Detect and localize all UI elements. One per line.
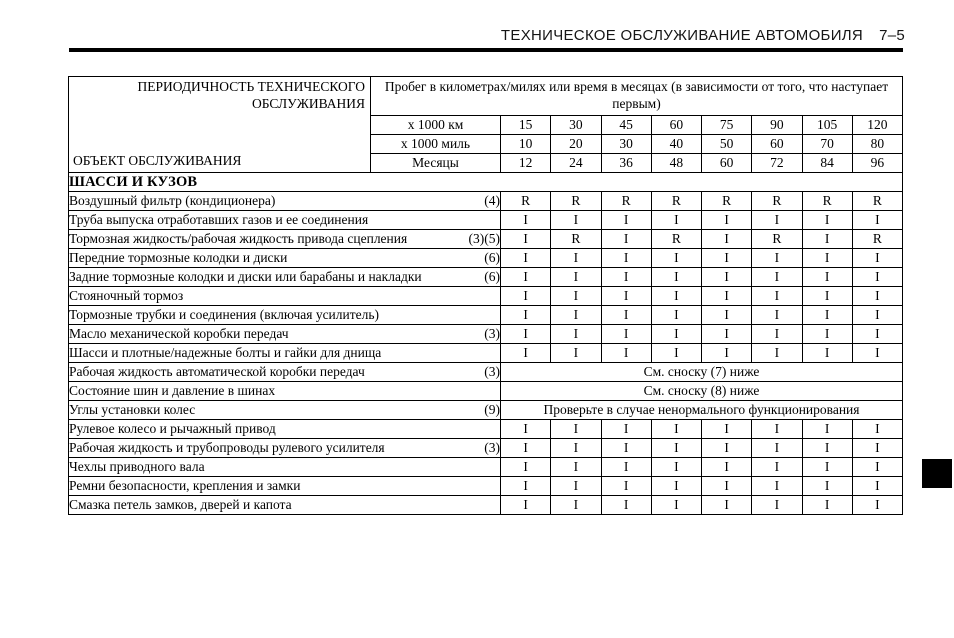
interval-value: 45 xyxy=(601,116,651,135)
service-code-cell: I xyxy=(752,268,802,287)
service-code-cell: I xyxy=(501,477,551,496)
service-code-cell: R xyxy=(601,192,651,211)
service-code-cell: I xyxy=(702,458,752,477)
service-code-cell: I xyxy=(752,344,802,363)
table-row xyxy=(69,268,903,287)
service-code-cell: R xyxy=(852,192,902,211)
item-cell xyxy=(69,192,501,211)
service-code-cell: I xyxy=(802,287,852,306)
interval-value: 30 xyxy=(551,116,601,135)
item-label: Рулевое колесо и рычажный привод xyxy=(69,420,276,436)
service-code-cell: I xyxy=(852,287,902,306)
item-cell xyxy=(69,249,501,268)
service-code-cell: I xyxy=(501,230,551,249)
service-code-cell: I xyxy=(501,344,551,363)
service-code-cell: I xyxy=(802,325,852,344)
object-label: ОБЪЕКТ ОБСЛУЖИВАНИЯ xyxy=(73,153,242,169)
service-code-cell: I xyxy=(702,325,752,344)
service-code-cell: I xyxy=(651,325,701,344)
item-label: Углы установки колес xyxy=(69,401,196,417)
item-label: Тормозные трубки и соединения (включая усилитель) xyxy=(69,306,380,322)
interval-value: 24 xyxy=(551,154,601,173)
table-row xyxy=(69,496,903,515)
table-row xyxy=(69,306,903,325)
table-row xyxy=(69,420,903,439)
periodicity-label: ПЕРИОДИЧНОСТЬ ТЕХНИЧЕСКОГО ОБСЛУЖИВАНИЯ xyxy=(137,79,365,111)
object-header-cell xyxy=(69,77,371,173)
item-label: Труба выпуска отработавших газов и ее соединения xyxy=(69,211,369,227)
service-code-cell: I xyxy=(852,496,902,515)
interval-label: х 1000 миль xyxy=(371,135,501,154)
item-label: Рабочая жидкость и трубопроводы рулевого усилителя xyxy=(69,439,385,455)
service-code-cell: I xyxy=(702,420,752,439)
service-code-cell: I xyxy=(752,249,802,268)
item-label: Смазка петель замков, дверей и капота xyxy=(69,496,292,512)
interval-value: 20 xyxy=(551,135,601,154)
service-code-cell: R xyxy=(551,230,601,249)
service-code-cell: R xyxy=(651,192,701,211)
service-code-cell: I xyxy=(601,325,651,344)
item-label: Стояночный тормоз xyxy=(69,287,184,303)
service-code-cell: R xyxy=(802,192,852,211)
table-row xyxy=(69,211,903,230)
item-cell xyxy=(69,268,501,287)
item-cell xyxy=(69,401,501,420)
service-code-cell: I xyxy=(752,211,802,230)
item-cell xyxy=(69,439,501,458)
service-code-cell: I xyxy=(702,287,752,306)
interval-value: 72 xyxy=(752,154,802,173)
item-label: Чехлы приводного вала xyxy=(69,458,205,474)
service-code-cell: I xyxy=(601,306,651,325)
table-row xyxy=(69,230,903,249)
service-code-cell: I xyxy=(702,496,752,515)
service-code-cell: I xyxy=(501,268,551,287)
service-code-cell: I xyxy=(852,306,902,325)
service-code-cell: I xyxy=(651,496,701,515)
service-code-cell: I xyxy=(802,458,852,477)
service-code-cell: I xyxy=(802,306,852,325)
service-code-cell: I xyxy=(802,420,852,439)
service-code-cell: I xyxy=(551,420,601,439)
service-code-cell: I xyxy=(551,306,601,325)
service-code-cell: I xyxy=(501,439,551,458)
service-code-cell: I xyxy=(651,477,701,496)
service-code-cell: I xyxy=(551,211,601,230)
service-code-cell: I xyxy=(501,420,551,439)
item-footnote: (3) xyxy=(484,363,500,379)
table-row xyxy=(69,382,903,401)
service-code-cell: I xyxy=(802,439,852,458)
service-code-cell: I xyxy=(551,249,601,268)
service-code-cell: I xyxy=(702,344,752,363)
service-code-cell: I xyxy=(551,287,601,306)
item-footnote: (6) xyxy=(484,249,500,265)
service-code-cell: I xyxy=(601,439,651,458)
service-code-cell: I xyxy=(601,230,651,249)
service-code-cell: I xyxy=(651,268,701,287)
service-code-cell: I xyxy=(852,211,902,230)
service-code-cell: I xyxy=(651,344,701,363)
service-code-cell: I xyxy=(702,268,752,287)
item-label: Состояние шин и давление в шинах xyxy=(69,382,276,398)
service-code-cell: I xyxy=(802,477,852,496)
service-code-cell: I xyxy=(651,420,701,439)
item-cell xyxy=(69,344,501,363)
service-code-cell: R xyxy=(752,192,802,211)
item-cell xyxy=(69,287,501,306)
interval-value: 30 xyxy=(601,135,651,154)
service-code-cell: I xyxy=(702,249,752,268)
service-code-cell: I xyxy=(752,439,802,458)
service-code-cell: I xyxy=(852,477,902,496)
interval-label: х 1000 км xyxy=(371,116,501,135)
interval-value: 75 xyxy=(702,116,752,135)
page-number: 7–5 xyxy=(879,27,905,44)
item-cell xyxy=(69,496,501,515)
item-label: Тормозная жидкость/рабочая жидкость привода сцепления xyxy=(69,230,408,246)
service-code-cell: I xyxy=(802,211,852,230)
interval-value: 120 xyxy=(852,116,902,135)
table-row xyxy=(69,287,903,306)
service-code-cell: I xyxy=(802,230,852,249)
service-code-cell: I xyxy=(651,249,701,268)
item-cell xyxy=(69,382,501,401)
item-footnote: (9) xyxy=(484,401,500,417)
table-row xyxy=(69,401,903,420)
service-code-cell: I xyxy=(852,325,902,344)
service-code-cell: I xyxy=(501,249,551,268)
service-code-cell: I xyxy=(501,496,551,515)
interval-value: 70 xyxy=(802,135,852,154)
service-code-cell: I xyxy=(702,211,752,230)
service-code-cell: I xyxy=(702,306,752,325)
service-code-cell: I xyxy=(702,477,752,496)
service-code-cell: I xyxy=(651,287,701,306)
service-code-cell: I xyxy=(601,458,651,477)
table-row xyxy=(69,249,903,268)
service-code-cell: I xyxy=(551,439,601,458)
interval-label: Месяцы xyxy=(371,154,501,173)
service-code-cell: I xyxy=(802,249,852,268)
item-cell xyxy=(69,363,501,382)
service-code-cell: I xyxy=(501,211,551,230)
interval-value: 15 xyxy=(501,116,551,135)
service-code-cell: I xyxy=(702,230,752,249)
table-row xyxy=(69,325,903,344)
service-code-cell: I xyxy=(802,496,852,515)
interval-value: 84 xyxy=(802,154,852,173)
interval-value: 90 xyxy=(752,116,802,135)
table-row xyxy=(69,477,903,496)
service-code-cell: I xyxy=(601,268,651,287)
item-cell xyxy=(69,458,501,477)
item-label: Ремни безопасности, крепления и замки xyxy=(69,477,301,493)
service-code-cell: I xyxy=(601,249,651,268)
service-code-cell: I xyxy=(601,344,651,363)
header-rule xyxy=(69,48,903,52)
item-cell xyxy=(69,306,501,325)
service-code-cell: I xyxy=(752,306,802,325)
service-code-cell: I xyxy=(601,287,651,306)
item-label: Рабочая жидкость автоматической коробки передач xyxy=(69,363,365,379)
item-footnote: (6) xyxy=(484,268,500,284)
service-code-cell: I xyxy=(852,344,902,363)
service-code-cell: I xyxy=(651,439,701,458)
table-row xyxy=(69,439,903,458)
interval-value: 80 xyxy=(852,135,902,154)
service-code-cell: I xyxy=(601,420,651,439)
service-code-cell: I xyxy=(651,458,701,477)
section-tab-marker xyxy=(922,459,952,488)
service-note-cell: См. сноску (7) ниже xyxy=(501,363,903,382)
service-code-cell: I xyxy=(752,287,802,306)
service-code-cell: I xyxy=(752,477,802,496)
item-label: Задние тормозные колодки и диски или барабаны и накладки xyxy=(69,268,422,284)
service-code-cell: R xyxy=(852,230,902,249)
interval-value: 60 xyxy=(651,116,701,135)
item-label: Шасси и плотные/надежные болты и гайки для днища xyxy=(69,344,382,360)
item-footnote: (3) xyxy=(484,325,500,341)
service-code-cell: I xyxy=(551,477,601,496)
interval-value: 60 xyxy=(702,154,752,173)
table-row xyxy=(69,192,903,211)
service-code-cell: I xyxy=(601,477,651,496)
service-code-cell: R xyxy=(651,230,701,249)
section-header: ШАССИ И КУЗОВ xyxy=(69,173,903,192)
service-code-cell: I xyxy=(601,211,651,230)
service-code-cell: I xyxy=(551,344,601,363)
interval-value: 48 xyxy=(651,154,701,173)
interval-value: 12 xyxy=(501,154,551,173)
service-code-cell: I xyxy=(551,496,601,515)
service-code-cell: I xyxy=(702,439,752,458)
page-header xyxy=(501,27,905,44)
table-row xyxy=(69,363,903,382)
interval-value: 50 xyxy=(702,135,752,154)
service-code-cell: I xyxy=(852,249,902,268)
item-footnote: (3)(5) xyxy=(468,230,500,246)
service-code-cell: I xyxy=(852,458,902,477)
service-code-cell: I xyxy=(802,344,852,363)
item-footnote: (4) xyxy=(484,192,500,208)
item-label: Передние тормозные колодки и диски xyxy=(69,249,288,265)
service-code-cell: I xyxy=(852,439,902,458)
page-title: ТЕХНИЧЕСКОЕ ОБСЛУЖИВАНИЕ АВТОМОБИЛЯ xyxy=(500,27,864,44)
item-cell xyxy=(69,230,501,249)
service-code-cell: R xyxy=(551,192,601,211)
service-code-cell: I xyxy=(501,458,551,477)
service-code-cell: I xyxy=(752,325,802,344)
service-note-cell: Проверьте в случае ненормального функционирования xyxy=(501,401,903,420)
service-code-cell: I xyxy=(752,458,802,477)
interval-value: 96 xyxy=(852,154,902,173)
service-code-cell: I xyxy=(601,496,651,515)
item-cell xyxy=(69,325,501,344)
service-code-cell: I xyxy=(501,325,551,344)
maintenance-schedule-table xyxy=(68,76,903,515)
item-cell xyxy=(69,420,501,439)
service-code-cell: R xyxy=(501,192,551,211)
service-code-cell: I xyxy=(651,306,701,325)
interval-value: 105 xyxy=(802,116,852,135)
service-code-cell: I xyxy=(852,420,902,439)
table-row xyxy=(69,458,903,477)
item-cell xyxy=(69,477,501,496)
item-label: Масло механической коробки передач xyxy=(69,325,289,341)
item-label: Воздушный фильтр (кондиционера) xyxy=(69,192,276,208)
item-footnote: (3) xyxy=(484,439,500,455)
item-cell xyxy=(69,211,501,230)
service-code-cell: R xyxy=(702,192,752,211)
service-code-cell: R xyxy=(752,230,802,249)
service-note-cell: См. сноску (8) ниже xyxy=(501,382,903,401)
service-code-cell: I xyxy=(501,287,551,306)
service-code-cell: I xyxy=(852,268,902,287)
mileage-header: Пробег в километрах/милях или время в месяцах (в зависимости от того, что наступает первым) xyxy=(371,77,903,116)
section-header-row xyxy=(69,173,903,192)
table-header-row xyxy=(69,77,903,116)
service-code-cell: I xyxy=(551,268,601,287)
interval-value: 36 xyxy=(601,154,651,173)
service-code-cell: I xyxy=(551,325,601,344)
service-code-cell: I xyxy=(802,268,852,287)
interval-value: 60 xyxy=(752,135,802,154)
service-code-cell: I xyxy=(752,496,802,515)
service-code-cell: I xyxy=(651,211,701,230)
service-code-cell: I xyxy=(501,306,551,325)
service-code-cell: I xyxy=(551,458,601,477)
service-code-cell: I xyxy=(752,420,802,439)
interval-value: 40 xyxy=(651,135,701,154)
table-row xyxy=(69,344,903,363)
interval-value: 10 xyxy=(501,135,551,154)
